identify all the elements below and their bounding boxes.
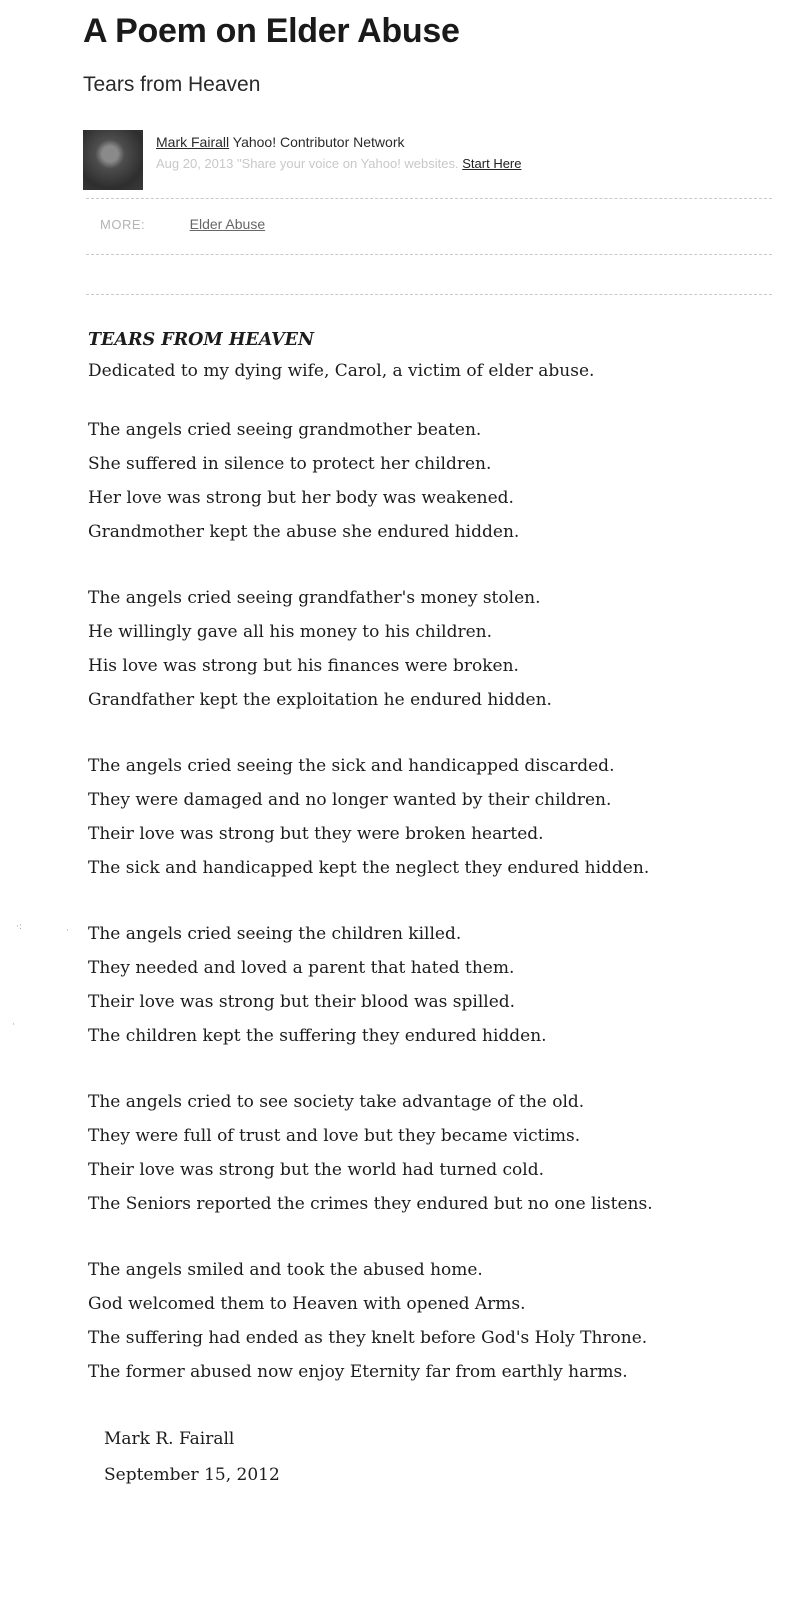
poem-line: They were full of trust and love but they became victims. (88, 1126, 581, 1146)
poem-line: The angels cried to see society take advantage of the old. (88, 1092, 585, 1112)
page-subtitle: Tears from Heaven (83, 73, 261, 96)
poem-line: Grandmother kept the abuse she endured hidden. (88, 522, 520, 542)
publish-date-text: Aug 20, 2013 "Share your voice on Yahoo! websites. (156, 156, 459, 171)
more-label: MORE: (100, 217, 146, 232)
topic-link-elder-abuse[interactable]: Elder Abuse (189, 216, 266, 232)
poem-line: The children kept the suffering they endured hidden. (88, 1026, 547, 1046)
signature-date: September 15, 2012 (104, 1465, 280, 1485)
poem-line: She suffered in silence to protect her children. (88, 454, 492, 474)
scan-speck: · (12, 1020, 15, 1030)
poem-line: The former abused now enjoy Eternity far from earthly harms. (88, 1362, 628, 1382)
more-topics (100, 216, 265, 232)
byline (156, 134, 404, 150)
stanza (88, 917, 748, 1053)
poem-line: The angels cried seeing grandfather's money stolen. (88, 588, 541, 608)
stanza (88, 581, 748, 717)
author-link[interactable]: Mark Fairall (156, 134, 230, 150)
poem-line: Grandfather kept the exploitation he endured hidden. (88, 690, 552, 710)
scan-speck: · (66, 926, 69, 936)
author-avatar[interactable] (83, 130, 143, 190)
poem-body (88, 325, 748, 1493)
start-here-link[interactable]: Start Here (462, 156, 522, 171)
poem-line: Their love was strong but their blood was spilled. (88, 992, 516, 1012)
poem-line: His love was strong but his finances were broken. (88, 656, 519, 676)
poem-line: The sick and handicapped kept the neglect they endured hidden. (88, 858, 650, 878)
poem-line: They needed and loved a parent that hated them. (88, 958, 515, 978)
poem-line: Their love was strong but the world had turned cold. (88, 1160, 545, 1180)
poem-title: TEARS FROM HEAVEN (88, 330, 314, 350)
stanza (88, 749, 748, 885)
contributor-network: Yahoo! Contributor Network (232, 134, 405, 150)
poem-line: The angels cried seeing grandmother beaten. (88, 420, 482, 440)
page-title: A Poem on Elder Abuse (83, 12, 460, 50)
signature-block (88, 1421, 748, 1493)
poem-dedication: Dedicated to my dying wife, Carol, a victim of elder abuse. (88, 361, 595, 381)
divider (86, 198, 772, 199)
divider (86, 294, 772, 295)
signature-name: Mark R. Fairall (104, 1429, 235, 1449)
poem-line: The angels cried seeing the children killed. (88, 924, 462, 944)
poem-line: The angels cried seeing the sick and handicapped discarded. (88, 756, 615, 776)
divider (86, 254, 772, 255)
poem-line: The suffering had ended as they knelt before God's Holy Throne. (88, 1328, 648, 1348)
poem-line: God welcomed them to Heaven with opened Arms. (88, 1294, 526, 1314)
poem-line: Their love was strong but they were broken hearted. (88, 824, 544, 844)
stanza (88, 1253, 748, 1389)
stanza (88, 413, 748, 549)
poem-line: Her love was strong but her body was weakened. (88, 488, 514, 508)
poem-line: He willingly gave all his money to his children. (88, 622, 492, 642)
dateline (156, 156, 522, 171)
poem-line: The angels smiled and took the abused home. (88, 1260, 483, 1280)
stanza (88, 1085, 748, 1221)
poem-line: They were damaged and no longer wanted by their children. (88, 790, 612, 810)
poem-line: The Seniors reported the crimes they endured but no one listens. (88, 1194, 653, 1214)
scan-speck: ·: (16, 922, 22, 932)
